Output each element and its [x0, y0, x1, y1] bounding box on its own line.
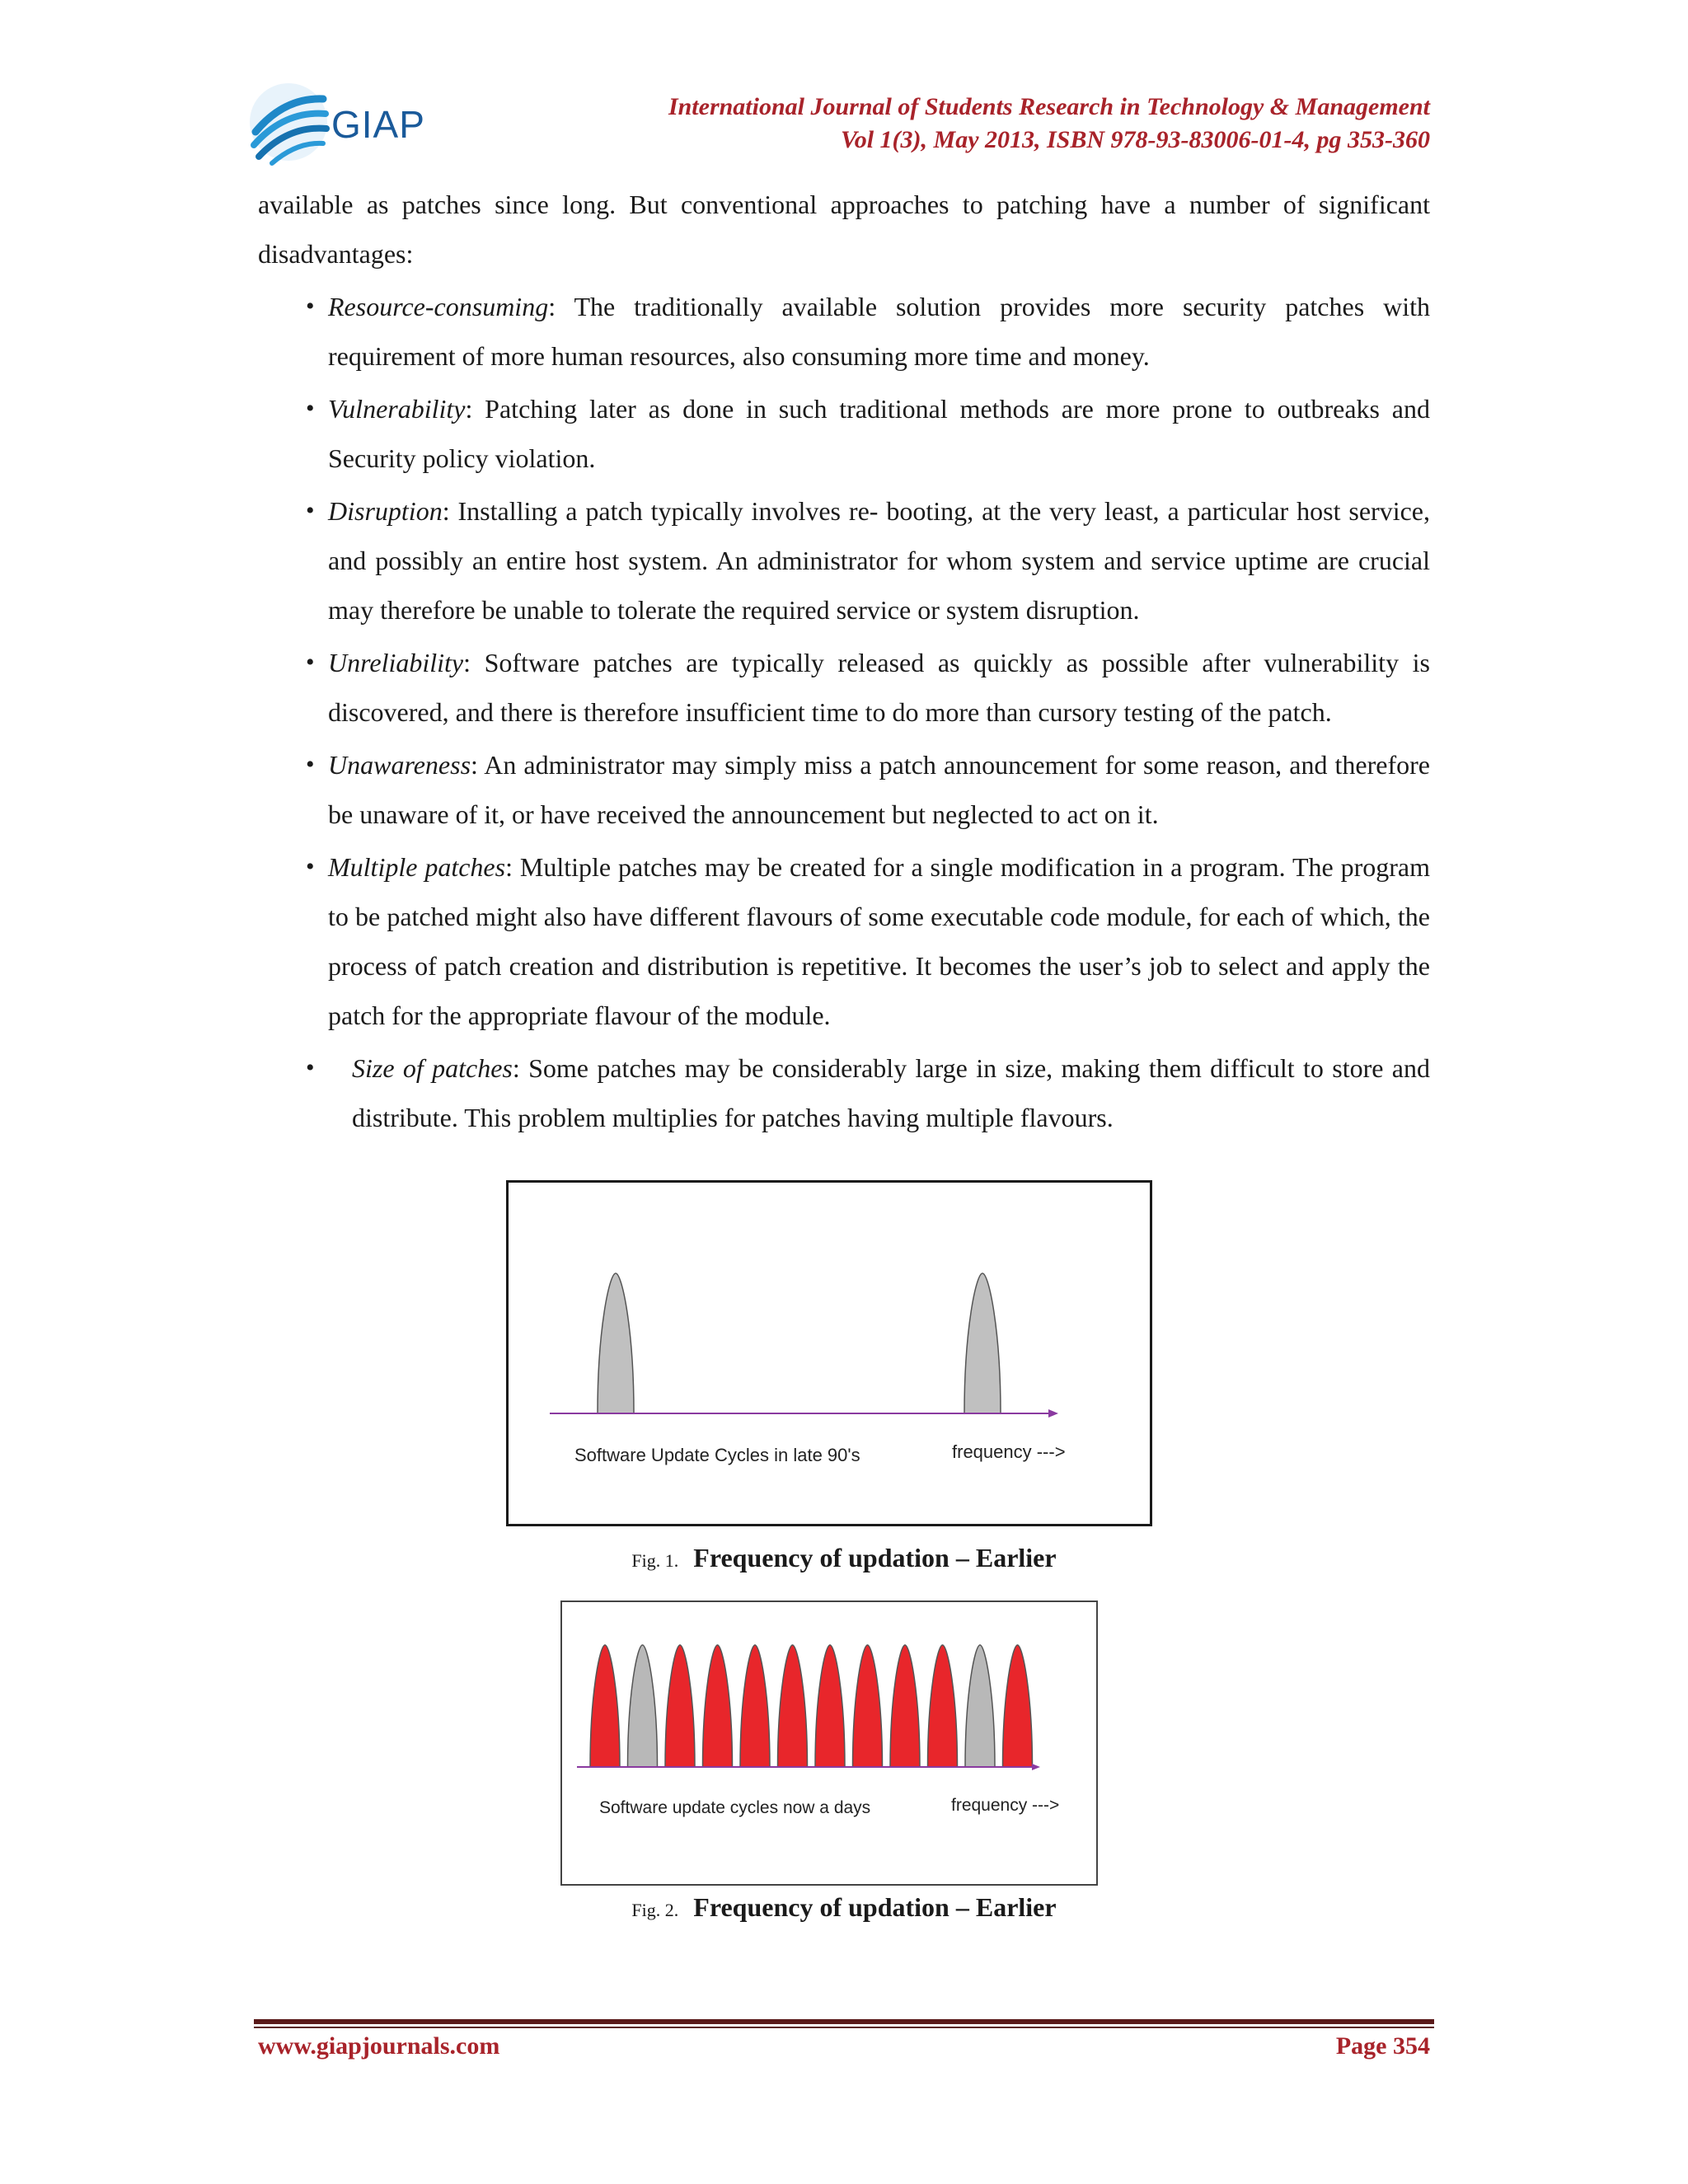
figure-2-peak — [628, 1645, 658, 1767]
journal-volume: Vol 1(3), May 2013, ISBN 978-93-83006-01-4, pg 353-360 — [841, 126, 1430, 153]
bullet-icon: • — [306, 293, 315, 320]
figure-2-frequency-label: frequency ---> — [951, 1796, 1060, 1815]
bullet-icon: • — [306, 395, 315, 422]
journal-title: International Journal of Students Research in Technology & Management — [668, 93, 1430, 120]
footer-page-number: Page 354 — [1335, 2032, 1430, 2060]
figure-2-arrow-icon — [1032, 1764, 1040, 1770]
list-item — [258, 638, 1430, 737]
figure-1-axis-label: Software Update Cycles in late 90's — [574, 1445, 860, 1465]
list-item-text: : The traditionally available solution provides more security patches with requirement of more human resources, also consuming more time and money. — [328, 292, 1430, 371]
journal-header — [668, 91, 1430, 157]
bullet-icon: • — [306, 649, 315, 676]
list-item-term: Unreliability — [328, 648, 464, 677]
figure-2-peak — [890, 1645, 920, 1767]
figure-1-chart — [509, 1183, 1150, 1524]
bullet-icon: • — [306, 1054, 315, 1081]
figure-2-peaks — [590, 1645, 1033, 1767]
figure-2-peak — [928, 1645, 958, 1767]
figure-2-peak — [740, 1645, 770, 1767]
figure-1 — [506, 1180, 1152, 1526]
list-item-text: : Installing a patch typically involves re- booting, at the very least, a particular host service, and possibly an entire host system. An administrator for whom system and service uptime are crucial may therefore be unable to tolerate the required service or system disruption. — [328, 496, 1430, 625]
list-item-term: Unawareness — [328, 750, 471, 780]
figure-1-caption — [0, 1543, 1688, 1573]
figure-2-peak — [1003, 1645, 1033, 1767]
figure-2-caption — [0, 1892, 1688, 1923]
figure-2-chart — [562, 1602, 1096, 1884]
list-item — [258, 1043, 1430, 1142]
figure-2-axis-label: Software update cycles now a days — [599, 1798, 871, 1817]
figure-2-peak — [815, 1645, 845, 1767]
list-item — [258, 842, 1430, 1040]
list-item-text: : Multiple patches may be created for a single modification in a program. The program to be patched might also have different flavours of some executable code module, for each of which, the process of patch creation and distribution is repetitive. It becomes the user’s job to select and apply the patch for the appropriate flavour of the module. — [328, 852, 1431, 1030]
figure-1-title: Frequency of updation – Earlier — [693, 1543, 1057, 1572]
figure-2-label: Fig. 2. — [631, 1900, 679, 1920]
footer-divider — [254, 2019, 1434, 2024]
list-item — [258, 384, 1430, 483]
list-item-term: Size of patches — [352, 1053, 513, 1083]
list-item-term: Disruption — [328, 496, 443, 526]
bullet-icon: • — [306, 751, 315, 778]
figure-1-peak — [598, 1273, 634, 1413]
figure-2-title: Frequency of updation – Earlier — [693, 1892, 1057, 1922]
bullet-icon: • — [306, 497, 315, 524]
list-item — [258, 282, 1430, 381]
list-item-term: Multiple patches — [328, 852, 506, 882]
figure-2 — [560, 1601, 1098, 1886]
figure-1-frequency-label: frequency ---> — [952, 1441, 1066, 1462]
list-item-text: : Some patches may be considerably large in size, making them difficult to store and distribute. This problem multiplies for patches having multiple flavours. — [352, 1053, 1430, 1132]
figure-1-peaks — [598, 1273, 1001, 1413]
intro-paragraph: available as patches since long. But conventional approaches to patching have a number of significant disadvantages: — [258, 190, 1430, 269]
list-item — [258, 486, 1430, 635]
logo-text: GIAP — [331, 103, 425, 146]
figure-2-peak — [778, 1645, 808, 1767]
bullet-icon: • — [306, 853, 315, 880]
figure-1-arrow-icon — [1048, 1409, 1058, 1418]
figure-2-peak — [853, 1645, 883, 1767]
list-item-text: : Software patches are typically released as quickly as possible after vulnerability is discovered, and there is therefore insufficient time to do more than cursory testing of the patch. — [328, 648, 1430, 727]
figure-2-peak — [590, 1645, 620, 1767]
footer-website-link[interactable]: www.giapjournals.com — [258, 2032, 500, 2060]
figure-1-label: Fig. 1. — [631, 1550, 679, 1571]
list-item-term: Resource-consuming — [328, 292, 549, 321]
list-item-term: Vulnerability — [328, 394, 466, 424]
figure-2-peak — [665, 1645, 695, 1767]
list-item-text: : Patching later as done in such traditional methods are more prone to outbreaks and Security policy violation. — [328, 394, 1430, 473]
figure-2-peak — [703, 1645, 733, 1767]
figure-2-peak — [965, 1645, 995, 1767]
footer-divider-thin — [254, 2027, 1434, 2028]
list-item — [258, 740, 1430, 839]
disadvantages-list — [258, 282, 1430, 1146]
figure-1-peak — [964, 1273, 1001, 1413]
list-item-text: : An administrator may simply miss a patch announcement for some reason, and therefore be unaware of it, or have received the announcement but neglected to act on it. — [328, 750, 1430, 829]
